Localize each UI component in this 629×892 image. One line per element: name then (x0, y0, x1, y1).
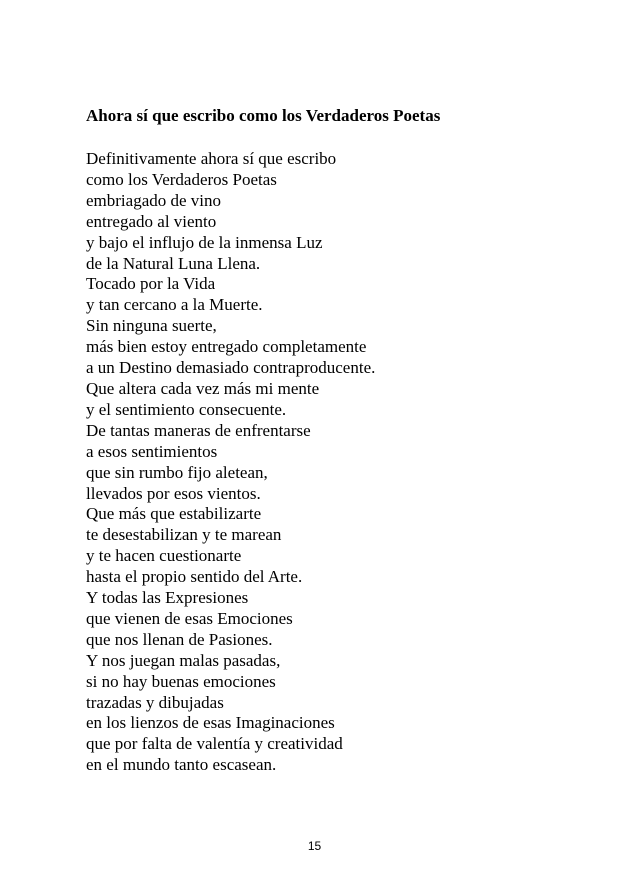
poem-line: y te hacen cuestionarte (86, 546, 242, 566)
poem-line: Tocado por la Vida (86, 274, 216, 294)
poem-line: De tantas maneras de enfrentarse (86, 420, 311, 440)
poem-line: llevados por esos vientos. (86, 483, 261, 503)
poem-title: Ahora sí que escribo como los Verdaderos Poetas (86, 106, 441, 125)
poem-line: y bajo el influjo de la inmensa Luz (86, 232, 323, 252)
poem-line: Que altera cada vez más mi mente (86, 378, 320, 398)
poem-line: en el mundo tanto escasean. (86, 755, 277, 775)
poem-body (86, 149, 375, 776)
poem-line: si no hay buenas emociones (86, 671, 276, 691)
poem-line: que vienen de esas Emociones (86, 608, 293, 628)
poem-line: de la Natural Luna Llena. (86, 253, 261, 273)
poem-line: Y nos juegan malas pasadas, (86, 650, 281, 670)
poem-line: entregado al viento (86, 211, 217, 231)
poem-line: Definitivamente ahora sí que escribo (86, 149, 337, 168)
poem-line: en los lienzos de esas Imaginaciones (86, 713, 335, 733)
poem-line: que nos llenan de Pasiones. (86, 629, 273, 649)
poem-line: a un Destino demasiado contraproducente. (86, 358, 376, 378)
poem-line: y tan cercano a la Muerte. (86, 295, 263, 315)
poem-line: que por falta de valentía y creatividad (86, 734, 343, 754)
poem-line: Y todas las Expresiones (86, 588, 249, 608)
poem-line: y el sentimiento consecuente. (86, 399, 287, 419)
poem-line: Sin ninguna suerte, (86, 316, 217, 336)
poem-line: a esos sentimientos (86, 441, 218, 461)
poem-line: Que más que estabilizarte (86, 504, 262, 524)
poem-line: trazadas y dibujadas (86, 692, 224, 712)
poem-line: embriagado de vino (86, 190, 222, 210)
poem-line: como los Verdaderos Poetas (86, 169, 277, 189)
page-number: 15 (307, 839, 322, 853)
poem-line: más bien estoy entregado completamente (86, 337, 367, 357)
poem-line: hasta el propio sentido del Arte. (86, 567, 303, 587)
poem-line: que sin rumbo fijo aletean, (86, 462, 268, 482)
poem-line: te desestabilizan y te marean (86, 525, 282, 545)
